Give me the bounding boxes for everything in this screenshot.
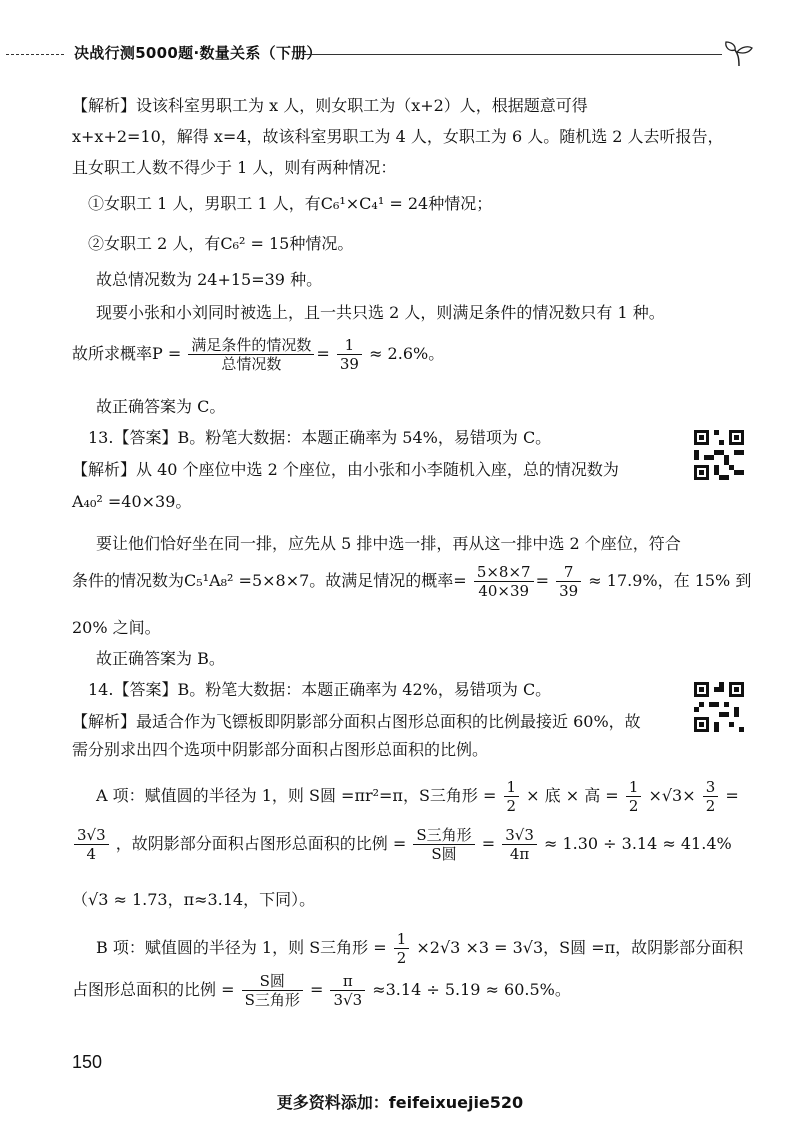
formula-suffix: ×2√3 ×3 = 3√3，S圆 =π，故阴影部分面积 <box>416 938 744 957</box>
text-line: 且女职工人数不得少于 1 人，则有两种情况： <box>72 158 397 177</box>
formula-suffix: ≈ 2.6%。 <box>369 344 445 363</box>
qr-code-graphic <box>694 682 744 732</box>
fraction-numerator: 3√3 <box>74 826 109 845</box>
text-line: 要让他们恰好坐在同一排，应先从 5 排中选一排，再从这一排中选 2 个座位，符合 <box>96 534 681 553</box>
fraction-denominator: 4 <box>86 845 97 863</box>
text-line: 故正确答案为 C。 <box>96 397 226 416</box>
fraction <box>337 336 362 373</box>
qr-code-icon <box>694 682 744 732</box>
fraction-denominator: S三角形 <box>244 991 300 1009</box>
header-title: 决战行测5000题·数量关系（下册） <box>74 44 322 62</box>
fraction-numerator: S三角形 <box>413 826 474 845</box>
text-line: 需分别求出四个选项中阴影部分面积占图形总面积的比例。 <box>72 740 489 759</box>
fraction <box>703 778 719 815</box>
header-rule-left <box>6 54 64 55</box>
fraction-denominator: 3√3 <box>333 991 363 1009</box>
text-line: （√3 ≈ 1.73，π≈3.14，下同）。 <box>72 890 316 909</box>
fraction <box>330 972 365 1009</box>
text-line: 13.【答案】B。粉笔大数据：本题正确率为 54%，易错项为 C。 <box>88 428 552 447</box>
fraction <box>504 778 520 815</box>
fraction <box>394 930 410 967</box>
fraction <box>502 826 537 863</box>
fraction-numerator: 7 <box>556 563 581 582</box>
text-line: 【解析】最适合作为飞镖板即阴影部分面积占图形总面积的比例最接近 60%，故 <box>72 712 641 731</box>
fraction-denominator: 39 <box>559 582 579 600</box>
fraction-numerator: 1 <box>337 336 362 355</box>
fraction <box>74 826 109 863</box>
formula-line <box>96 930 743 967</box>
formula-suffix: ≈3.14 ÷ 5.19 ≈ 60.5%。 <box>372 980 571 999</box>
fraction-denominator: 39 <box>339 355 359 373</box>
text-line: 故正确答案为 B。 <box>96 649 225 668</box>
text-line: ②女职工 2 人，有C₆² = 15种情况。 <box>88 234 354 253</box>
formula-text: ×√3× <box>648 786 696 805</box>
text-line: 【解析】从 40 个座位中选 2 个座位，由小张和小李随机入座，总的情况数为 <box>72 460 619 479</box>
fraction <box>413 826 474 863</box>
fraction-numerator: 1 <box>626 778 642 797</box>
sprout-icon <box>722 40 756 68</box>
text-line: x+x+2=10，解得 x=4，故该科室男职工为 4 人，女职工为 6 人。随机选 2 人去听报告， <box>72 127 724 146</box>
formula-suffix: = <box>725 786 739 805</box>
formula-line <box>96 778 739 815</box>
formula-prefix: A 项：赋值圆的半径为 1，则 S圆 =πr²=π，S三角形 = <box>96 786 497 805</box>
fraction-numerator: 3√3 <box>502 826 537 845</box>
formula-line <box>72 826 732 863</box>
fraction-denominator: S圆 <box>431 845 457 863</box>
fraction <box>626 778 642 815</box>
page-header <box>0 40 800 70</box>
formula-prefix: B 项：赋值圆的半径为 1，则 S三角形 = <box>96 938 387 957</box>
formula-text: = <box>481 834 496 853</box>
formula-line: 故所求概率P = $\frac{\text{满足条件的情况数}}{\text{总情况数}}$ = $\frac{1}{39}$ ≈ 2.6%。 <box>72 336 445 373</box>
fraction-denominator: 2 <box>628 797 639 815</box>
formula-suffix: ≈ 17.9%，在 15% 到 <box>588 571 752 590</box>
fraction-numerator: π <box>330 972 365 991</box>
text-line: 20% 之间。 <box>72 618 161 637</box>
fraction-numerator: 1 <box>394 930 410 949</box>
fraction-numerator: 5×8×7 <box>474 563 534 582</box>
text-line: 现要小张和小刘同时被选上，且一共只选 2 人，则满足条件的情况数只有 1 种。 <box>96 303 665 322</box>
fraction-denominator: 2 <box>705 797 716 815</box>
formula-prefix: 占图形总面积的比例 = <box>72 980 235 999</box>
fraction <box>188 336 314 373</box>
fraction-denominator: 2 <box>396 949 407 967</box>
text-line: 【解析】设该科室男职工为 x 人，则女职工为（x+2）人，根据题意可得 <box>72 96 588 115</box>
qr-code-icon <box>694 430 744 480</box>
fraction-numerator: S圆 <box>242 972 303 991</box>
qr-code-graphic <box>694 430 744 480</box>
fraction <box>242 972 303 1009</box>
text-line: 故总情况数为 24+15=39 种。 <box>96 270 323 289</box>
fraction-numerator: 满足条件的情况数 <box>188 336 314 355</box>
fraction-denominator: 40×39 <box>478 582 530 600</box>
fraction <box>556 563 581 600</box>
formula-text: = <box>309 980 324 999</box>
fraction-denominator: 总情况数 <box>221 355 282 373</box>
fraction-denominator: 4π <box>509 845 530 863</box>
text-line: A₄₀² =40×39。 <box>72 492 192 511</box>
fraction-numerator: 1 <box>504 778 520 797</box>
text-line: 14.【答案】B。粉笔大数据：本题正确率为 42%，易错项为 C。 <box>88 680 552 699</box>
page-number: 150 <box>72 1052 103 1072</box>
formula-line: 条件的情况数为C₅¹A₈² =5×8×7。故满足情况的概率= $\frac{5\times 8\times 7}{40\times 39}$ = $\frac{7}{39}$ ≈ 17.9%，在 15% 到 <box>72 563 752 600</box>
footer-note: 更多资料添加：feifeixuejie520 <box>276 1093 524 1112</box>
fraction-denominator: 2 <box>506 797 517 815</box>
text-line: ①女职工 1 人，男职工 1 人，有C₆¹×C₄¹ = 24种情况； <box>88 194 493 213</box>
fraction <box>474 563 534 600</box>
formula-text: ，故阴影部分面积占图形总面积的比例 = <box>115 834 407 853</box>
formula-prefix: 条件的情况数为C₅¹A₈² =5×8×7。故满足情况的概率= <box>72 571 467 590</box>
formula-text: × 底 × 高 = <box>526 786 619 805</box>
formula-suffix: ≈ 1.30 ÷ 3.14 ≈ 41.4% <box>543 834 732 853</box>
formula-line <box>72 972 571 1009</box>
formula-prefix: 故所求概率P = <box>72 344 182 363</box>
fraction-numerator: 3 <box>703 778 719 797</box>
header-rule-right <box>302 54 722 55</box>
